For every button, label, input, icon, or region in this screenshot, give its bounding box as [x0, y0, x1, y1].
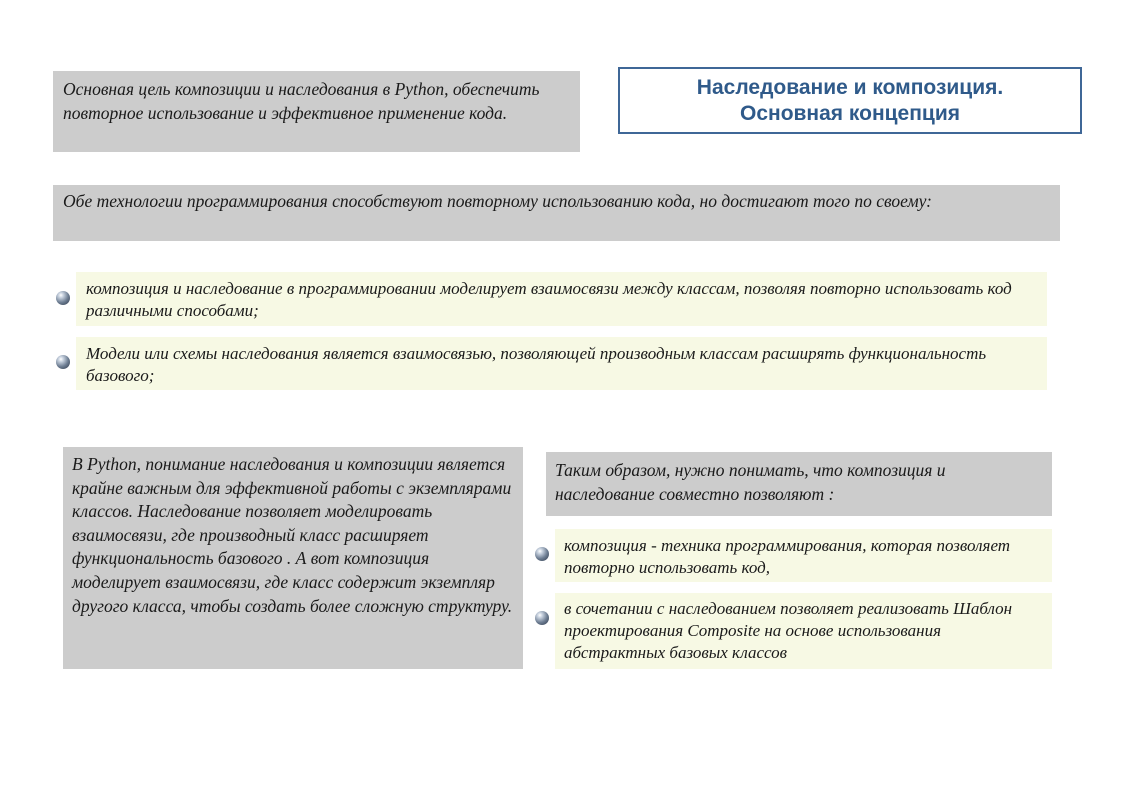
python-text: В Python, понимание наследования и композиции является крайне важным для эффективной работы с экземплярами классов. Наследование позволяет моделировать взаимосвязи, где производный класс расширяет функциональность базового . А вот композиция моделирует взаимосвязи, где класс содержит экземпляр другого класса, чтобы создать более сложную структуру.: [72, 454, 513, 616]
conclusion-text: Таким образом, нужно понимать, что композиция и наследование совместно позволяют :: [555, 460, 946, 504]
title-line-1: Наследование и композиция.: [696, 76, 1004, 99]
bullet-icon: [56, 291, 70, 305]
bullet-icon: [56, 355, 70, 369]
conclusion-point-1-text: композиция - техника программирования, которая позволяет повторно использовать код,: [564, 536, 1011, 577]
point-1: [76, 272, 1047, 326]
conclusion-point-2: [555, 593, 1052, 669]
both-technologies-box: [53, 185, 1060, 241]
intro-text: Основная цель композиции и наследования в Python, обеспечить повторное использование и эффективное применение кода.: [63, 79, 540, 123]
conclusion-point-1: [555, 529, 1052, 582]
title-line-2: Основная концепция: [740, 102, 960, 125]
point-2-text: Модели или схемы наследования является взаимосвязью, позволяющей производным классам расширять функциональность базового;: [86, 344, 987, 385]
point-2: [76, 337, 1047, 390]
both-technologies-text: Обе технологии программирования способствуют повторному использованию кода, но достигают того по своему:: [63, 191, 933, 211]
point-1-text: композиция и наследование в программировании моделирует взаимосвязи между классам, позволяя повторно использовать код различными способами;: [86, 279, 1012, 320]
python-box: [63, 447, 523, 669]
intro-box: [53, 71, 580, 152]
bullet-icon: [535, 547, 549, 561]
conclusion-box: [546, 452, 1052, 516]
bullet-icon: [535, 611, 549, 625]
conclusion-point-2-text: в сочетании с наследованием позволяет реализовать Шаблон проектирования Composite на основе использования абстрактных базовых классов: [564, 599, 1013, 662]
page-title: [618, 67, 1082, 134]
